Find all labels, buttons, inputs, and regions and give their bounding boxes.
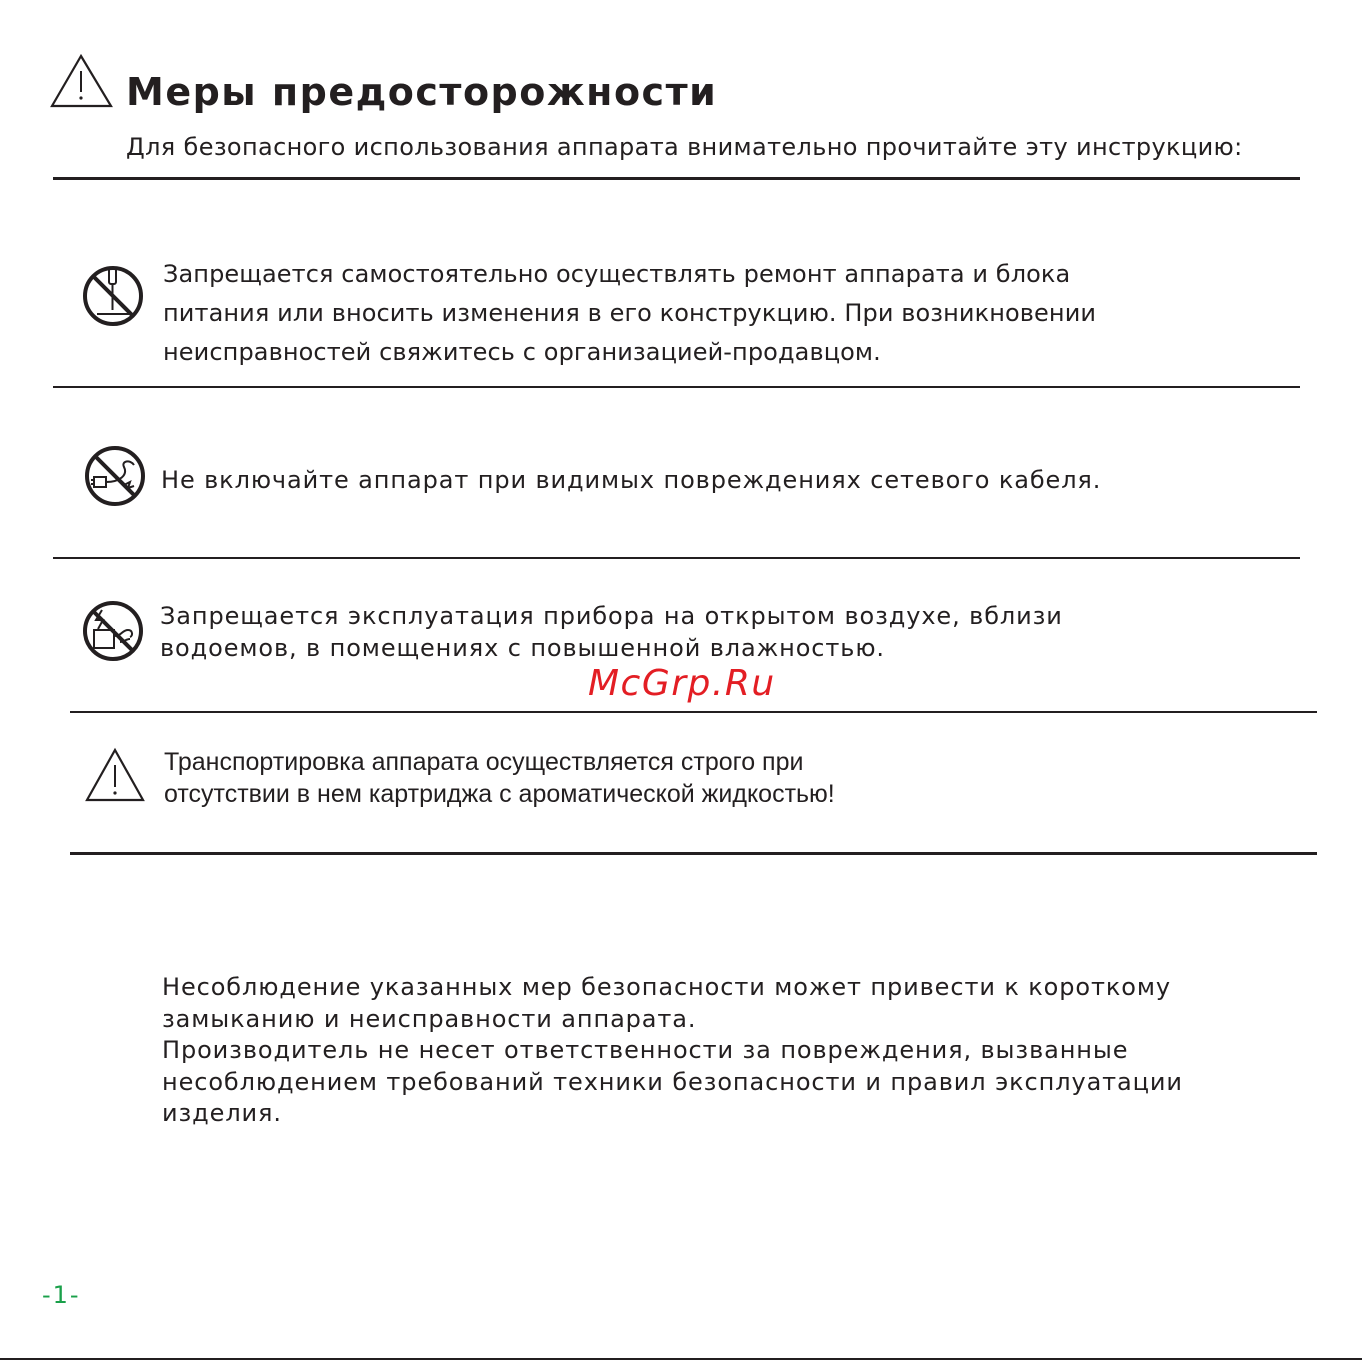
text-line: Запрещается эксплуатация прибора на открытом воздухе, вблизи [160, 602, 1063, 630]
warning-triangle-icon [50, 54, 114, 110]
footer-note [162, 972, 1183, 1130]
divider [70, 711, 1317, 713]
text-line: Производитель не несет ответственности за повреждения, вызванные [162, 1036, 1129, 1064]
no-damaged-cable-icon [84, 445, 146, 507]
divider [0, 1358, 1362, 1360]
page-number: -1- [42, 1281, 81, 1309]
text-line: Не включайте аппарат при видимых повреждениях сетевого кабеля. [161, 466, 1102, 494]
text-line: неисправностей свяжитесь с организацией-продавцом. [163, 338, 881, 366]
divider [53, 557, 1300, 559]
text-line: несоблюдением требований техники безопасности и правил эксплуатации [162, 1067, 1183, 1096]
text-line: изделия. [162, 1099, 282, 1127]
page-title: Меры предосторожности [126, 70, 718, 114]
text-line: отсутствии в нем картриджа с ароматической жидкостью! [164, 780, 835, 808]
text-line: питания или вносить изменения в его конструкцию. При возникновении [163, 299, 1097, 327]
watermark: McGrp.Ru [588, 663, 776, 704]
no-repair-icon [81, 264, 145, 328]
warning-text-repair [163, 255, 1096, 372]
divider [53, 386, 1300, 388]
warning-text-cable [161, 462, 1101, 498]
page-subtitle: Для безопасного использования аппарата внимательно прочитайте эту инструкцию: [126, 133, 1243, 161]
text-line: Запрещается самостоятельно осуществлять ремонт аппарата и блока [163, 260, 1071, 288]
warning-text-transport [164, 746, 835, 810]
warning-text-moisture [160, 600, 1063, 664]
no-moisture-icon [82, 600, 144, 662]
text-line: Несоблюдение указанных мер безопасности может привести к короткому [162, 973, 1171, 1001]
divider [53, 177, 1300, 180]
text-line: замыканию и неисправности аппарата. [162, 1004, 697, 1033]
text-line: водоемов, в помещениях с повышенной влажностью. [160, 634, 885, 662]
text-line: Транспортировка аппарата осуществляется строго при [164, 748, 804, 776]
warning-triangle-icon [84, 747, 146, 803]
divider [70, 852, 1317, 855]
